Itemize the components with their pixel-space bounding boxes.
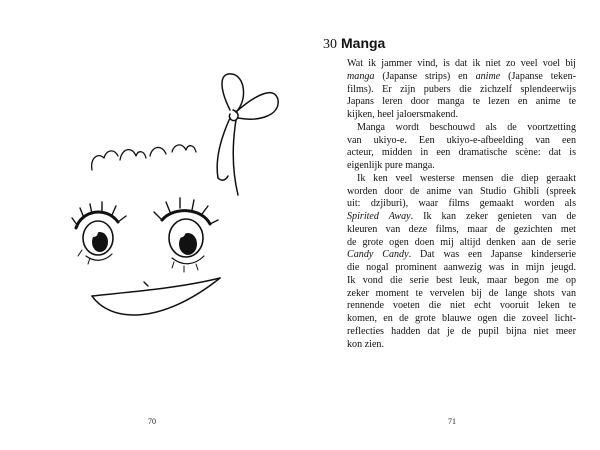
manga-girl-face-drawing-icon	[70, 60, 300, 330]
chapter-number: 30	[323, 37, 337, 52]
text-line	[347, 71, 576, 84]
hair-bow-icon	[217, 74, 278, 195]
text-line: kon zien.	[347, 338, 384, 350]
right-page	[300, 0, 600, 450]
text-line: Manga wordt beschouwd als de voortzetting	[357, 121, 576, 133]
chapter-body-text	[347, 58, 576, 351]
text-line: van ukiyo-e. Een ukiyo-e-afbeelding van een	[347, 134, 576, 146]
nose-icon	[144, 282, 148, 286]
text-line: reflecties hadden dat je de pupil bijna niet meer	[347, 325, 576, 337]
text-line: acteur, midden in een dramatische scène: dat is	[347, 147, 576, 159]
chapter-heading	[323, 35, 385, 53]
italic-term: anime	[475, 70, 501, 82]
text-line	[347, 249, 576, 262]
text-line	[347, 211, 576, 224]
hair-fringe-icon	[92, 145, 196, 170]
left-eye-icon	[72, 202, 126, 264]
text-line: die nogal prominent aanwezig was in mijn jeugd.	[347, 262, 576, 273]
text-line: de grote ogen doen mij altijd denken aan de serie	[347, 236, 576, 248]
page-number-left: 70	[148, 417, 156, 426]
text-line: komen, en de grote blauwe ogen die zoveel licht-	[347, 313, 576, 324]
page-number-right: 71	[448, 417, 456, 426]
text-line: zeker moment te vervelen bij de lange shots van	[347, 287, 576, 299]
text-line: kijken, heel jaloersmakend.	[347, 109, 458, 120]
text-line: Ik vond die serie best leuk, maar begon me op	[347, 274, 576, 286]
text-line: worden door de anime van Studio Ghibli (spreek	[347, 185, 576, 197]
text-segment: (Japanse teken-	[500, 70, 576, 82]
chapter-title: Manga	[341, 35, 386, 51]
text-segment: . Ik kan zeker genieten van de	[410, 211, 576, 222]
text-line: rennende voeten die niet echt vooruit leken te	[347, 300, 576, 312]
text-line: uit: dzjiburi), waar films gemaakt worden als	[347, 198, 576, 210]
text-line: eigenlijk pure manga.	[347, 160, 435, 171]
text-line: Japans leren door manga te lezen en anime te	[347, 96, 576, 108]
text-segment: (Japanse strips) en	[374, 70, 476, 82]
text-segment: . Dat was een Japanse kinderserie	[408, 249, 577, 261]
mouth-icon	[92, 278, 220, 315]
text-line: films). Er zijn pubers die zichzelf splendeerwijs	[347, 83, 576, 95]
italic-term: Spirited Away	[347, 211, 411, 222]
italic-term: Candy Candy	[347, 249, 409, 261]
text-line: Wat ik jammer vind, is dat ik niet zo veel voel bij	[347, 58, 576, 69]
italic-term: manga	[347, 70, 375, 82]
right-eye-icon	[154, 198, 218, 272]
text-line: kleuren van deze films, maar de gezichten met	[347, 223, 576, 235]
text-line: Ik ken veel westerse mensen die diep geraakt	[357, 172, 576, 184]
